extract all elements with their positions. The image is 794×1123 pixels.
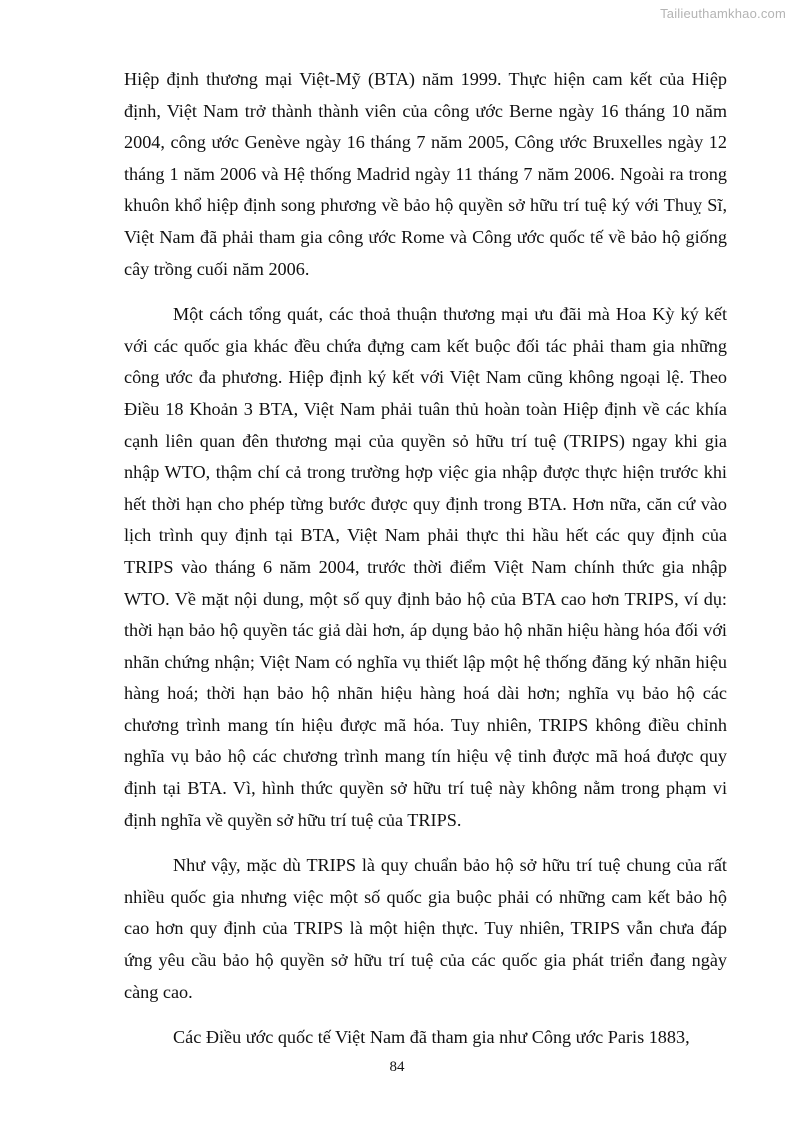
paragraph-3: Như vậy, mặc dù TRIPS là quy chuẩn bảo hộ sở hữu trí tuệ chung của rất nhiều quốc gia nhưng việc một số quốc gia buộc phải có những cam kết bảo hộ cao hơn quy định của TRIPS là một hiện thực. Tuy nhiên, TRIPS vẫn chưa đáp ứng yêu cầu bảo hộ quyền sở hữu trí tuệ của các quốc gia phát triển đang ngày càng cao. <box>124 855 727 1002</box>
paragraph-4: Các Điều ước quốc tế Việt Nam đã tham gia như Công ước Paris 1883, <box>173 1027 690 1048</box>
paragraph-1: Hiệp định thương mại Việt-Mỹ (BTA) năm 1999. Thực hiện cam kết của Hiệp định, Việt Nam trở thành thành viên của công ước Berne ngày 16 tháng 10 năm 2004, công ước Genève ngày 16 tháng 7 năm 2005, Công ước Bruxelles ngày 12 tháng 1 năm 2006 và Hệ thống Madrid ngày 11 tháng 7 năm 2006. Ngoài ra trong khuôn khổ hiệp định song phương về bảo hộ quyền sở hữu trí tuệ ký với Thuỵ Sĩ, Việt Nam đã phải tham gia công ước Rome và Công ước quốc tế về bảo hộ giống cây trồng cuối năm 2006. <box>124 69 727 279</box>
paragraph-2: Một cách tổng quát, các thoả thuận thương mại ưu đãi mà Hoa Kỳ ký kết với các quốc gia khác đều chứa đựng cam kết buộc đối tác phải tham gia những công ước đa phương. Hiệp định ký kết với Việt Nam cũng không ngoại lệ. Theo Điều 18 Khoản 3 BTA, Việt Nam phải tuân thủ hoàn toàn Hiệp định về các khía cạnh liên quan đên thương mại của quyền sỏ hữu trí tuệ (TRIPS) ngay khi gia nhập WTO, thậm chí cả trong trường hợp việc gia nhập được thực hiện trước khi hết thời hạn cho phép từng bước được quy định trong BTA. Hơn nữa, căn cứ vào lịch trình quy định tại BTA, Việt Nam phải thực thi hầu hết các quy định của TRIPS vào tháng 6 năm 2004, trước thời điểm Việt Nam chính thức gia nhập WTO. Về mặt nội dung, một số quy định bảo hộ của BTA cao hơn TRIPS, ví dụ: thời hạn bảo hộ quyền tác giả dài hơn, áp dụng bảo hộ nhãn hiệu hàng hóa đối với nhãn chứng nhận; Việt Nam có nghĩa vụ thiết lập một hệ thống đăng ký nhãn hiệu hàng hoá; thời hạn bảo hộ nhãn hiệu hàng hoá dài hơn; nghĩa vụ bảo hộ các chương trình mang tín hiệu được mã hóa. Tuy nhiên, TRIPS không điều chỉnh nghĩa vụ bảo hộ các chương trình mang tín hiệu vệ tinh được mã hoá được quy định tại BTA. Vì, hình thức quyền sở hữu trí tuệ này không nằm trong phạm vi định nghĩa về quyền sở hữu trí tuệ của TRIPS. <box>124 304 727 830</box>
page-number: 84 <box>389 1059 405 1075</box>
watermark: Tailieuthamkhao.com <box>660 6 786 21</box>
document-body <box>124 64 727 1054</box>
